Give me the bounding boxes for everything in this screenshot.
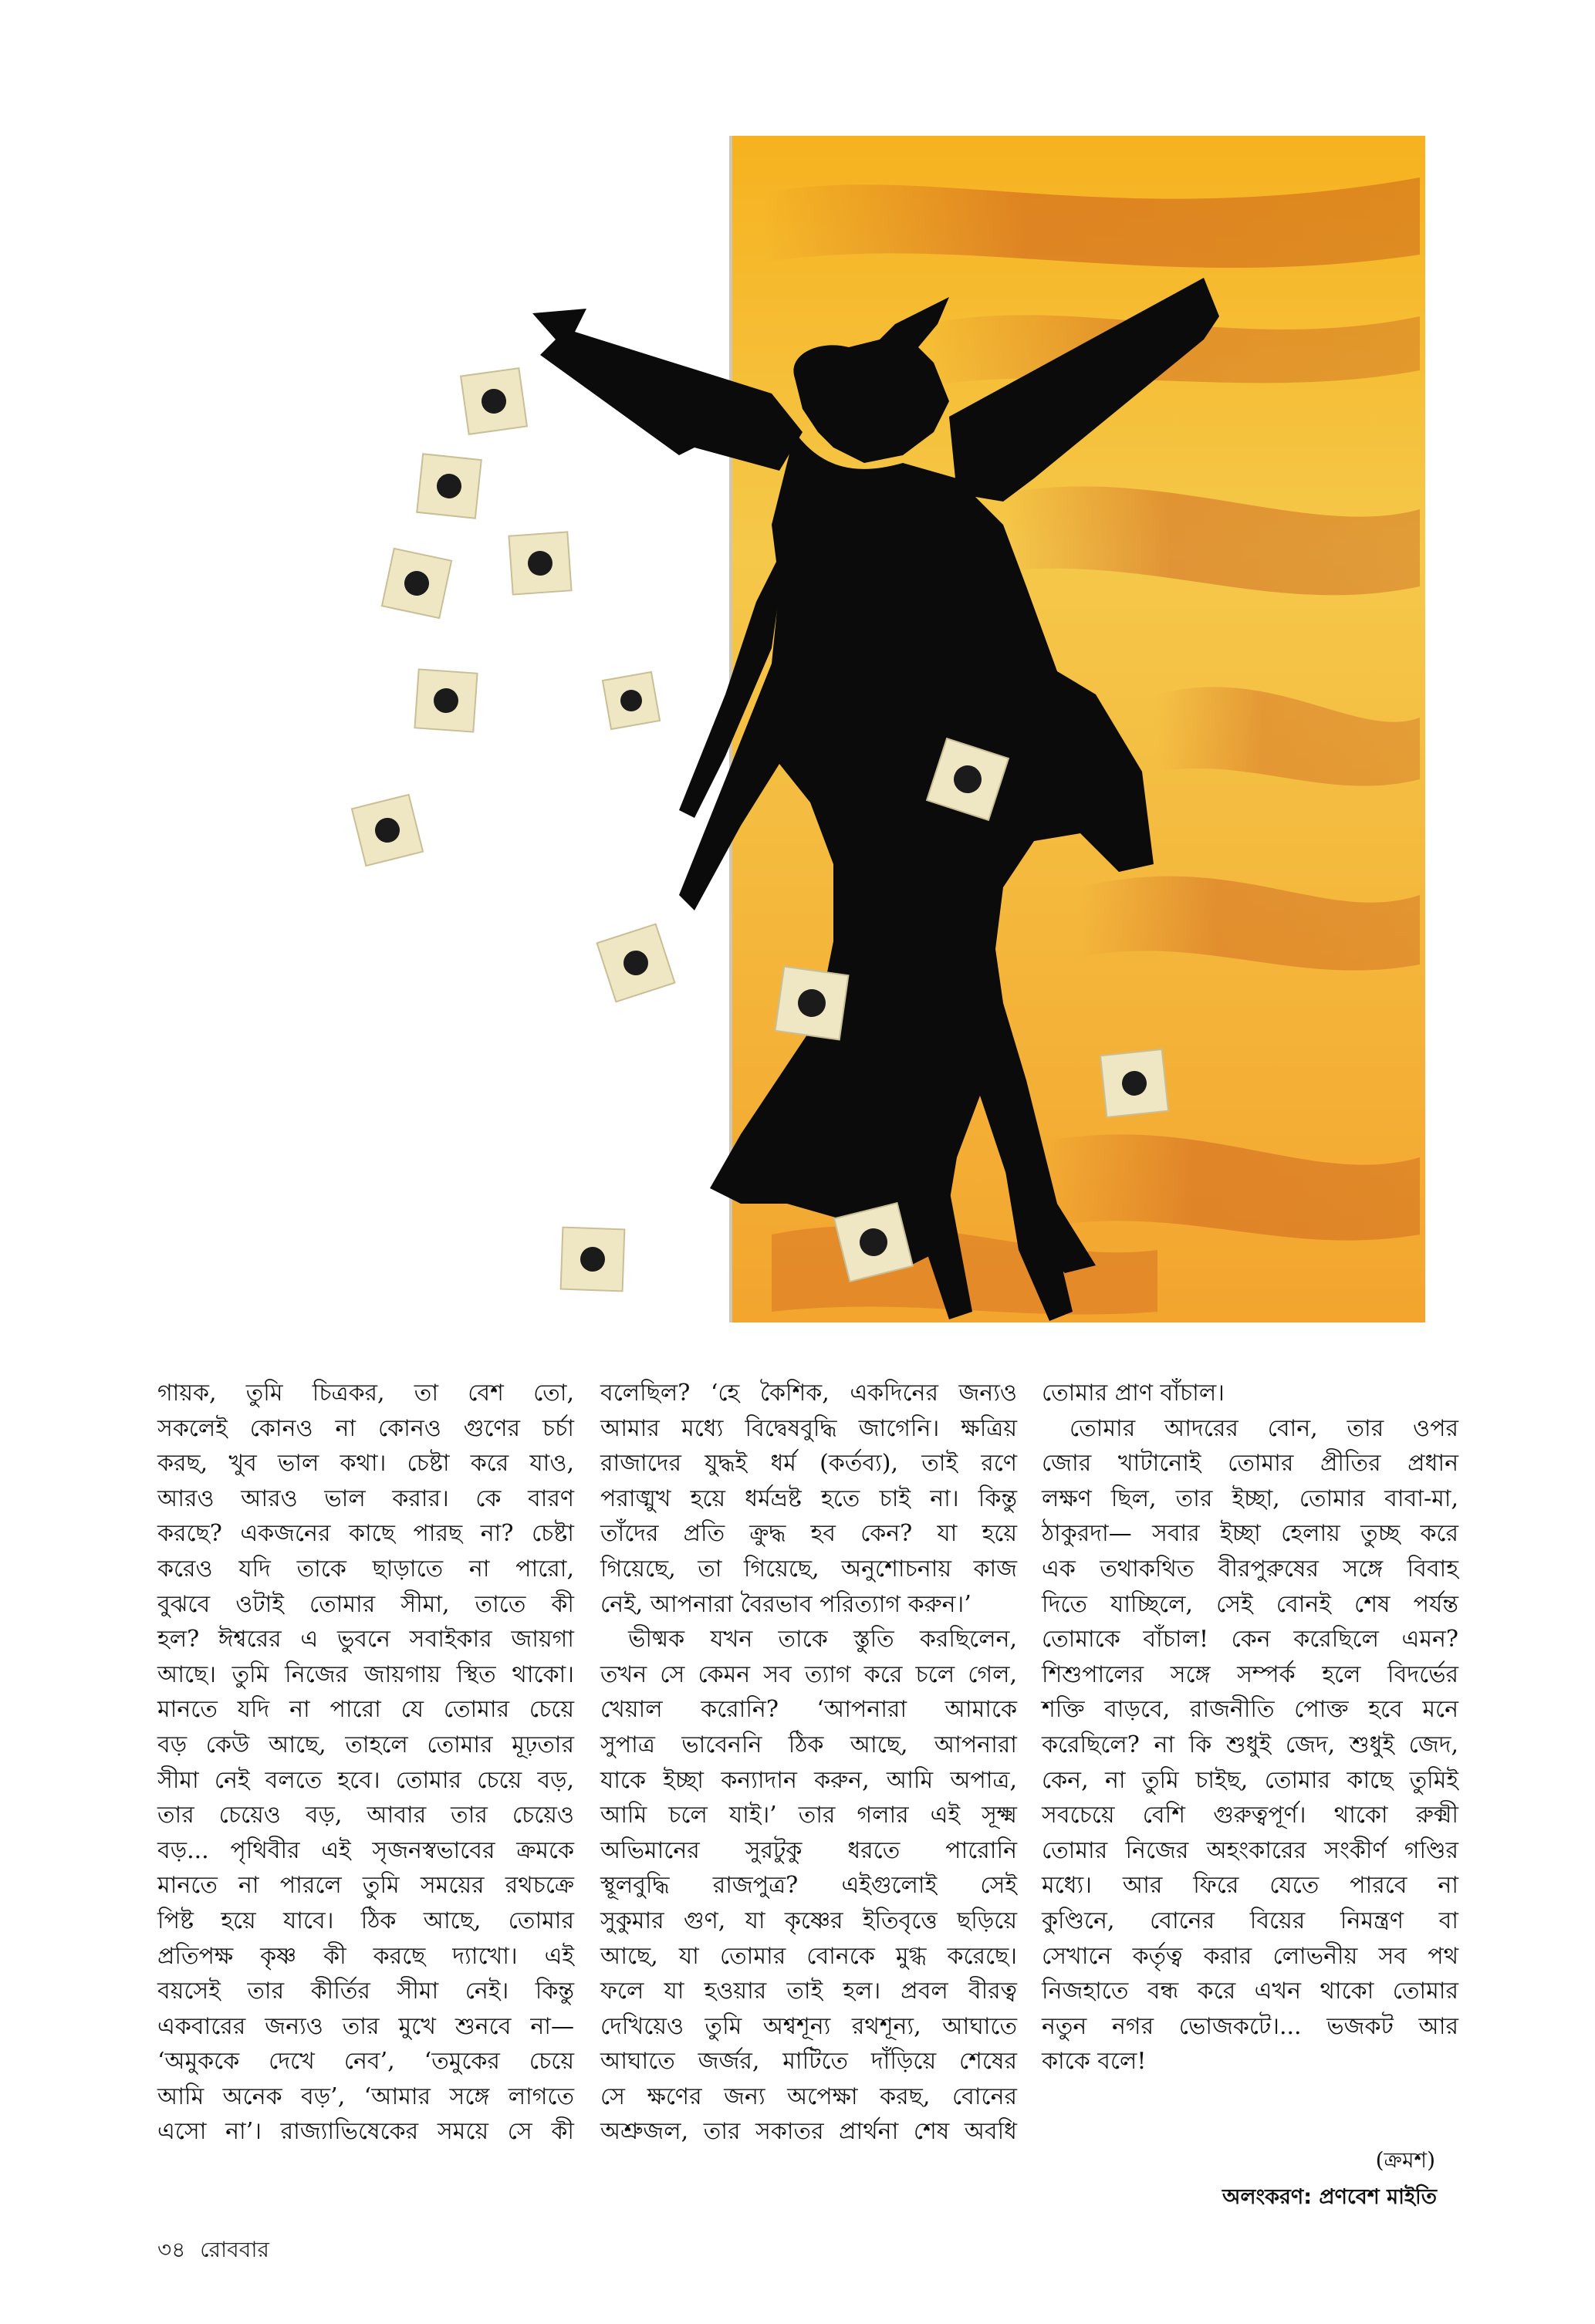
text-line: মানতে যদি না পারো যে তোমার চেয়ে — [157, 1696, 574, 1724]
text-line: সুপাত্র ভাবেননি ঠিক আছে, আপনারা — [600, 1731, 1017, 1758]
text-line: সুকুমার গুণ, যা কৃষ্ণের ইতিবৃত্তে ছড়িয়ে — [600, 1907, 1017, 1934]
text-line: অশ্রুজল, তার সকাতর প্রার্থনা শেষ অবধি — [600, 2118, 1017, 2146]
text-line: দেখিয়েও তুমি অশ্বশূন্য রথশূন্য, আঘাতে — [600, 2012, 1017, 2040]
text-line: বুঝবে ওটাই তোমার সীমা, তাতে কী — [157, 1590, 574, 1618]
text-line: সীমা নেই বলতে হবে। তোমার চেয়ে বড়, — [157, 1766, 574, 1794]
text-line: স্থূলবুদ্ধি রাজপুত্র? এইগুলোই সেই — [600, 1872, 1017, 1900]
text-line: অভিমানের সুরটুকু ধরতে পারোনি — [600, 1836, 1017, 1864]
text-line: রাজাদের যুদ্ধই ধর্ম (কর্তব্য), তাই রণে — [600, 1450, 1017, 1478]
page-footer — [157, 2234, 277, 2265]
text-column-1 — [157, 1376, 574, 2150]
text-line: করছে? একজনের কাছে পারছ না? চেষ্টা — [157, 1520, 574, 1548]
magazine-name: রোববার — [200, 2237, 269, 2262]
text-line: হল? ঈশ্বরের এ ভুবনে সবাইকার জায়গা — [157, 1626, 574, 1653]
text-line: সেখানে কর্তৃত্ব করার লোভনীয় সব পথ — [1042, 1942, 1458, 1970]
illustration-credit: অলংকরণ: প্রণবেশ মাইতি — [1222, 2185, 1437, 2209]
text-line: ভীষ্মক যখন তাকে স্তুতি করছিলেন, — [628, 1626, 1017, 1653]
text-column-3 — [1042, 1376, 1458, 2079]
text-line: নতুন নগর ভোজকটে।... ভজকট আর — [1042, 2012, 1458, 2040]
text-line: আমি অনেক বড়’, ‘আমার সঙ্গে লাগতে — [157, 2082, 574, 2110]
text-line: আরও আরও ভাল করার। কে বারণ — [157, 1485, 574, 1512]
text-line: মানতে না পারলে তুমি সময়ের রথচক্রে — [157, 1872, 574, 1900]
text-line: তোমার নিজের অহংকারের সংকীর্ণ গণ্ডির — [1042, 1836, 1458, 1864]
text-line: নেই, আপনারা বৈরভাব পরিত্যাগ করুন।’ — [600, 1590, 972, 1618]
text-line: আঘাতে জর্জর, মাটিতে দাঁড়িয়ে শেষের — [600, 2048, 1017, 2076]
text-line: পরাঙ্মুখ হয়ে ধর্মভ্রষ্ট হতে চাই না। কিন্তু — [600, 1485, 1017, 1512]
text-line: শক্তি বাড়বে, রাজনীতি পোক্ত হবে মনে — [1042, 1696, 1458, 1724]
text-column-2 — [600, 1376, 1017, 2150]
text-line: নিজহাতে বন্ধ করে এখন থাকো তোমার — [1042, 1978, 1458, 2005]
text-line: জোর খাটানোই তোমার প্রীতির প্রধান — [1042, 1450, 1458, 1478]
text-line: প্রতিপক্ষ কৃষ্ণ কী করছে দ্যাখো। এই — [157, 1942, 574, 1970]
text-line: বড় কেউ আছে, তাহলে তোমার মূঢ়তার — [157, 1731, 574, 1758]
text-line: সবচেয়ে বেশি গুরুত্বপূর্ণ। থাকো রুক্মী — [1042, 1802, 1458, 1829]
text-line: আছে, যা তোমার বোনকে মুগ্ধ করেছে। — [600, 1942, 1017, 1970]
text-line: কেন, না তুমি চাইছ, তোমার কাছে তুমিই — [1042, 1766, 1458, 1794]
text-line: তখন সে কেমন সব ত্যাগ করে চলে গেল, — [600, 1660, 1017, 1688]
text-line: বড়... পৃথিবীর এই সৃজনস্বভাবের ক্রমকে — [157, 1836, 574, 1864]
text-line: ফলে যা হওয়ার তাই হল। প্রবল বীরত্ব — [600, 1978, 1017, 2005]
text-line: আমার মধ্যে বিদ্বেষবুদ্ধি জাগেনি। ক্ষত্রিয় — [600, 1414, 1017, 1442]
text-line: গায়ক, তুমি চিত্রকর, তা বেশ তো, — [157, 1380, 574, 1407]
text-line: একবারের জন্যও তার মুখে শুনবে না— — [157, 2012, 574, 2040]
text-line: বলেছিল? ‘হে কৈশিক, একদিনের জন্যও — [600, 1380, 1017, 1407]
text-line: তার চেয়েও বড়, আবার তার চেয়েও — [157, 1802, 574, 1829]
text-line: ঠাকুরদা— সবার ইচ্ছা হেলায় তুচ্ছ করে — [1042, 1520, 1458, 1548]
text-line: গিয়েছে, তা গিয়েছে, অনুশোচনায় কাজ — [600, 1555, 1017, 1583]
page-number: ৩৪ — [157, 2237, 186, 2262]
text-line: ‘অমুককে দেখে নেব’, ‘তমুকের চেয়ে — [157, 2048, 574, 2076]
text-line: বয়সেই তার কীর্তির সীমা নেই। কিন্তু — [157, 1978, 574, 2005]
text-line: আমি চলে যাই।’ তার গলার এই সূক্ষ্ম — [600, 1802, 1017, 1829]
text-line: দিতে যাচ্ছিলে, সেই বোনই শেষ পর্যন্ত — [1042, 1590, 1458, 1618]
text-line: করেও যদি তাকে ছাড়াতে না পারো, — [157, 1555, 574, 1583]
text-line: তোমাকে বাঁচাল! কেন করেছিলে এমন? — [1042, 1626, 1458, 1653]
text-line: খেয়াল করোনি? ‘আপনারা আমাকে — [600, 1696, 1017, 1724]
text-line: এক তথাকথিত বীরপুরুষের সঙ্গে বিবাহ — [1042, 1555, 1458, 1583]
text-line: শিশুপালের সঙ্গে সম্পর্ক হলে বিদর্ভের — [1042, 1660, 1458, 1688]
text-line: পিষ্ট হয়ে যাবে। ঠিক আছে, তোমার — [157, 1907, 574, 1934]
text-line: কাকে বলে! — [1042, 2048, 1147, 2076]
serial-note: (ক্রমশ) — [1375, 2147, 1435, 2173]
text-line: সে ক্ষণের জন্য অপেক্ষা করছ, বোনের — [600, 2082, 1017, 2110]
text-line: করেছিলে? না কি শুধুই জেদ, শুধুই জেদ, — [1042, 1731, 1458, 1758]
text-line: লক্ষণ ছিল, তার ইচ্ছা, তোমার বাবা-মা, — [1042, 1485, 1458, 1512]
text-line: তাঁদের প্রতি ক্রুদ্ধ হব কেন? যা হয়ে — [600, 1520, 1017, 1548]
text-line: তোমার আদরের বোন, তার ওপর — [1070, 1414, 1458, 1442]
text-line: করছ, খুব ভাল কথা। চেষ্টা করে যাও, — [157, 1450, 574, 1478]
text-line: মধ্যে। আর ফিরে যেতে পারবে না — [1042, 1872, 1458, 1900]
text-line: আছে। তুমি নিজের জায়গায় স্থিত থাকো। — [157, 1660, 574, 1688]
text-line: এসো না’। রাজ্যাভিষেকের সময়ে সে কী — [157, 2118, 574, 2146]
text-line: তোমার প্রাণ বাঁচাল। — [1042, 1380, 1225, 1407]
text-line: কুণ্ডিনে, বোনের বিয়ের নিমন্ত্রণ বা — [1042, 1907, 1458, 1934]
text-line: যাকে ইচ্ছা কন্যাদান করুন, আমি অপাত্র, — [600, 1766, 1017, 1794]
text-line: সকলেই কোনও না কোনও গুণের চর্চা — [157, 1414, 574, 1442]
